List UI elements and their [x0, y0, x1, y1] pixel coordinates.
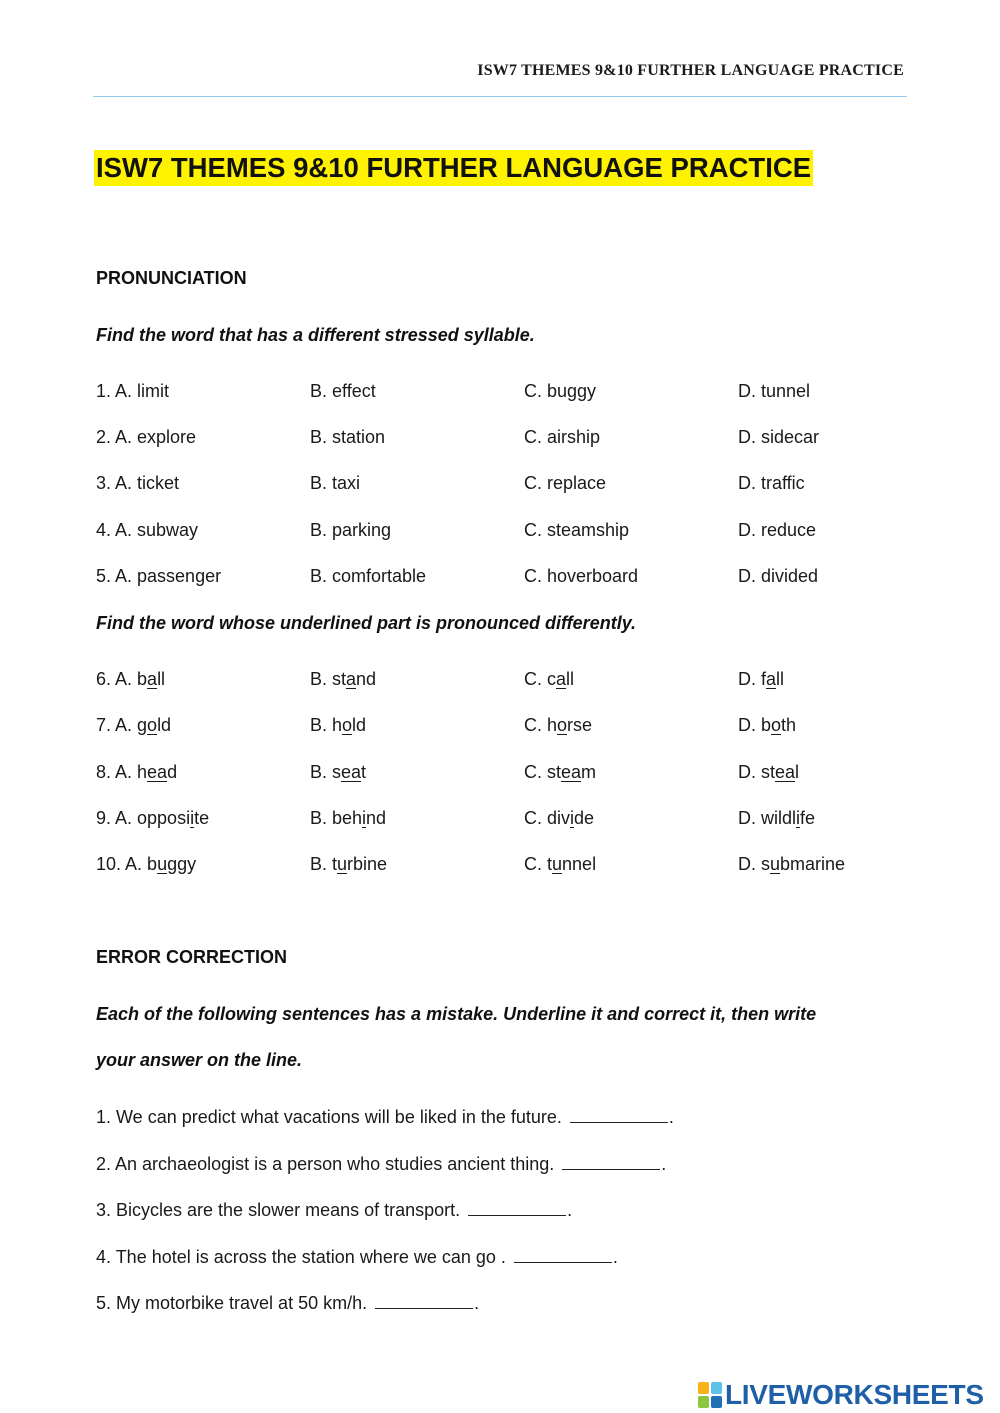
liveworksheets-logo-icon: [698, 1382, 722, 1408]
option-b: B. parking: [310, 520, 392, 540]
option-d: D. submarine: [738, 854, 846, 874]
underlined-sound: ea: [341, 762, 362, 782]
answer-blank[interactable]: [562, 1153, 660, 1170]
underlined-sound: a: [556, 669, 567, 689]
option-c: C. horse: [524, 715, 593, 735]
underlined-sound: o: [342, 715, 353, 735]
underlined-sound: o: [771, 715, 782, 735]
option-d: D. divided: [738, 566, 819, 586]
question-row: [96, 473, 916, 499]
option-b: B. turbine: [310, 854, 388, 874]
pronunciation-heading: PRONUNCIATION: [96, 268, 247, 288]
option-b: B. effect: [310, 381, 376, 401]
option-c: C. buggy: [524, 381, 597, 401]
error-sentence: 5. My motorbike travel at 50 km/h. .: [96, 1293, 480, 1313]
option-a: 6. A. ball: [96, 669, 166, 689]
option-a: 1. A. limit: [96, 381, 170, 401]
worksheet-title: ISW7 THEMES 9&10 FURTHER LANGUAGE PRACTICE: [94, 150, 813, 186]
option-a: 10. A. buggy: [96, 854, 197, 874]
underlined-sound: ea: [775, 762, 796, 782]
option-c: C. hoverboard: [524, 566, 639, 586]
option-c: C. divide: [524, 808, 595, 828]
option-d: D. sidecar: [738, 427, 820, 447]
answer-blank[interactable]: [375, 1292, 473, 1309]
underlined-sound: a: [766, 669, 777, 689]
underlined-sound: u: [337, 854, 348, 874]
underlined-sound: u: [770, 854, 781, 874]
option-a: 7. A. gold: [96, 715, 172, 735]
underlined-sound: ea: [147, 762, 168, 782]
answer-blank[interactable]: [468, 1199, 566, 1216]
error-sentence: 3. Bicycles are the slower means of transport. .: [96, 1200, 573, 1220]
underlined-sound: u: [157, 854, 168, 874]
option-d: D. fall: [738, 669, 785, 689]
option-d: D. reduce: [738, 520, 817, 540]
underlined-sound: i: [190, 808, 195, 828]
option-a: 8. A. head: [96, 762, 178, 782]
option-b: B. seat: [310, 762, 367, 782]
option-b: B. station: [310, 427, 386, 447]
brand-name: LIVEWORKSHEETS: [725, 1379, 984, 1410]
question-row: [96, 669, 916, 695]
option-a: 2. A. explore: [96, 427, 197, 447]
underlined-sound: ea: [561, 762, 582, 782]
question-row: [96, 381, 916, 407]
error-instruction-line1: Each of the following sentences has a mistake. Underline it and correct it, then write: [96, 1004, 817, 1024]
question-row: [96, 854, 916, 880]
option-c: C. steamship: [524, 520, 630, 540]
option-d: D. traffic: [738, 473, 805, 493]
underlined-sound: o: [147, 715, 158, 735]
question-row: [96, 427, 916, 453]
error-sentence: 4. The hotel is across the station where we can go . .: [96, 1247, 618, 1267]
error-instruction-line2: your answer on the line.: [96, 1050, 303, 1070]
underlined-sound: i: [796, 808, 801, 828]
header-title: ISW7 THEMES 9&10 FURTHER LANGUAGE PRACTICE: [477, 62, 904, 79]
question-row: [96, 715, 916, 741]
question-row: [96, 762, 916, 788]
option-b: B. taxi: [310, 473, 361, 493]
error-sentence: 2. An archaeologist is a person who studies ancient thing. .: [96, 1154, 667, 1174]
error-correction-heading: ERROR CORRECTION: [96, 947, 288, 967]
error-sentence: 1. We can predict what vacations will be liked in the future. .: [96, 1107, 674, 1127]
underlined-sound: i: [362, 808, 367, 828]
option-b: B. hold: [310, 715, 367, 735]
underlined-sound: o: [557, 715, 568, 735]
sound-instruction: Find the word whose underlined part is pronounced differently.: [96, 613, 637, 633]
option-d: D. steal: [738, 762, 800, 782]
option-c: C. tunnel: [524, 854, 597, 874]
option-a: 4. A. subway: [96, 520, 199, 540]
answer-blank[interactable]: [570, 1106, 668, 1123]
underlined-sound: a: [346, 669, 357, 689]
option-d: D. wildlife: [738, 808, 816, 828]
underlined-sound: u: [552, 854, 563, 874]
option-c: C. replace: [524, 473, 607, 493]
option-d: D. tunnel: [738, 381, 811, 401]
option-c: C. steam: [524, 762, 597, 782]
option-b: B. comfortable: [310, 566, 427, 586]
underlined-sound: a: [147, 669, 158, 689]
liveworksheets-logo: [698, 1378, 984, 1412]
option-a: 9. A. opposiite: [96, 808, 210, 828]
option-b: B. stand: [310, 669, 377, 689]
question-row: [96, 808, 916, 834]
stress-instruction: Find the word that has a different stressed syllable.: [96, 325, 535, 345]
option-a: 5. A. passenger: [96, 566, 222, 586]
header-divider: [93, 96, 907, 97]
question-row: [96, 566, 916, 592]
question-row: [96, 520, 916, 546]
option-c: C. airship: [524, 427, 601, 447]
option-b: B. behind: [310, 808, 387, 828]
option-d: D. both: [738, 715, 797, 735]
answer-blank[interactable]: [514, 1246, 612, 1263]
option-c: C. call: [524, 669, 575, 689]
underlined-sound: i: [570, 808, 575, 828]
option-a: 3. A. ticket: [96, 473, 180, 493]
